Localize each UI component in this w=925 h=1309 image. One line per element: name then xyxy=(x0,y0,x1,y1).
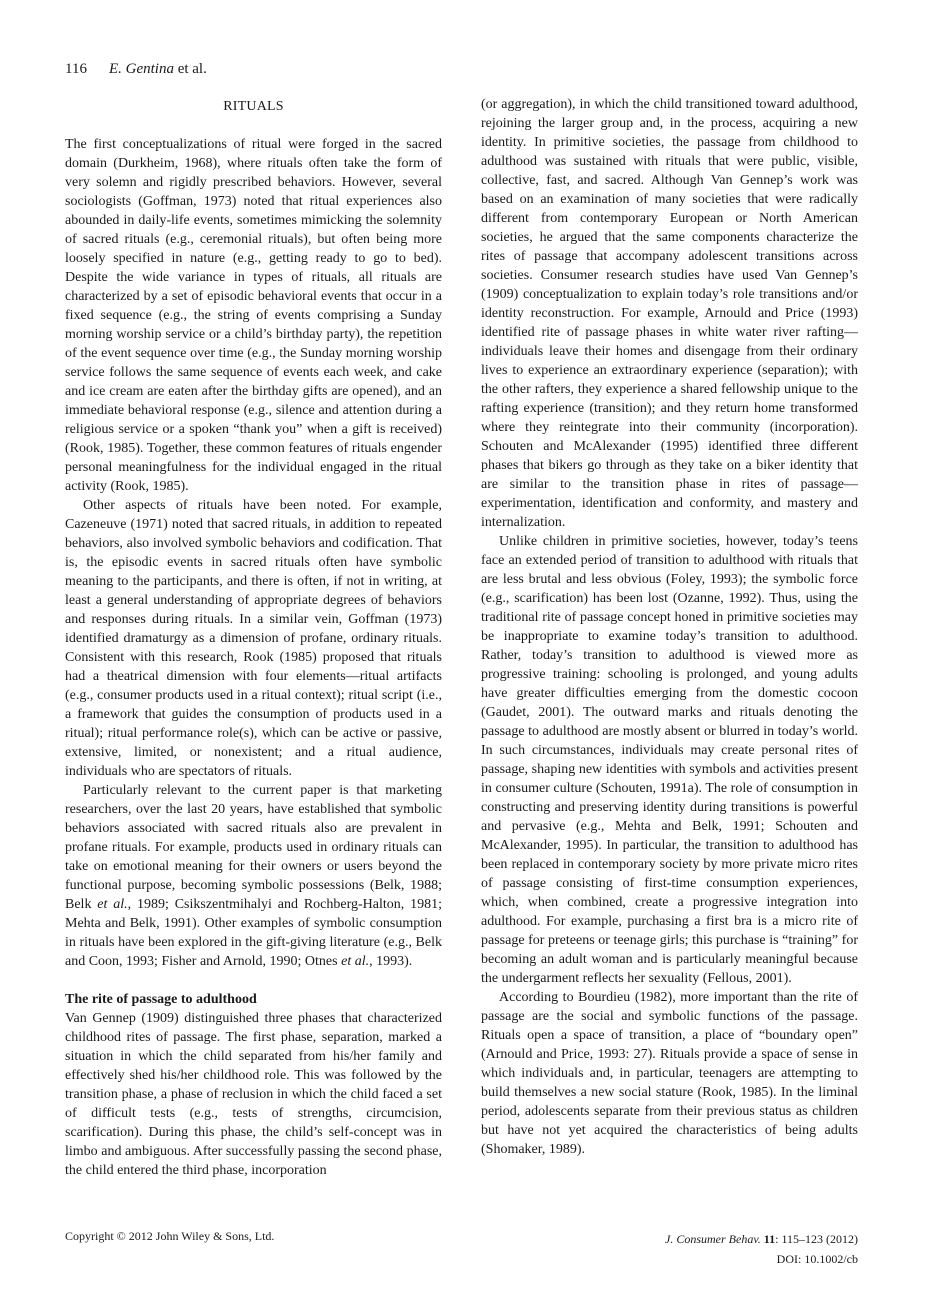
spacer xyxy=(65,1180,858,1229)
paragraph-text: According to Bourdieu (1982), more important than the rite of passage are the social and symbolic functions of the passage. Rituals open a space of transition, a place of “boundary open” (Arnould and Price, 1993: 27). Rituals provide a space of sense in which individuals and, in particular, teenagers are attempting to build themselves a new social stature (Rook, 1985). In the liminal period, adolescents separate from their previous status as children but have not yet acquired the characteristics of being adults (Shomaker, 1989). xyxy=(481,990,858,1157)
italic-text: et al. xyxy=(97,897,128,912)
doi: DOI: 10.1002/cb xyxy=(776,1252,858,1266)
left-paragraphs-after xyxy=(65,1009,442,1180)
section-title: RITUALS xyxy=(223,99,284,114)
paragraph-text: Van Gennep (1909) distinguished three phases that characterized childhood rites of passage. The first phase, separation, marked a situation in which the child separated from his/her family and effectively shed his/her childhood role. This was followed by the transition phase, a phase of reclusion in which the child faced a set of difficult tests (e.g., tests of strengths, circumcision, scarification). During this phase, the child’s self-concept was in limbo and ambiguous. After successfully passing the second phase, the child entered the third phase, incorporation xyxy=(65,1011,442,1178)
running-head xyxy=(65,61,858,95)
paragraph xyxy=(65,781,442,971)
paragraph-text: (or aggregation), in which the child transitioned toward adulthood, rejoining the larger group and, in the process, acquiring a new identity. In primitive societies, the passage from childhood to adulthood was sustained with rituals that were public, visible, collective, fast, and sacred. Although Van Gennep’s work was based on an examination of many societies that were radically different from contemporary European or North American societies, he argued that the same components characterize the rites of passage that accompany adolescent transitions across societies. Consumer research studies have used Van Gennep’s (1909) conceptualization to explain today’s role transitions and/or identity reconstruction. For example, Arnould and Price (1993) identified rite of passage phases in white water river rafting—individuals leave their homes and disengage from their ordinary lives to experience an extraordinary experience (separation); with the other rafters, they experience a shared fellowship unique to the rafting experience (transition); and they return home transformed where they reintegrate into their community (incorporation). Schouten and McAlexander (1995) identified three different phases that bikers go through as they take on a biker identity that are similar to the transition phase in rites of passage—experimentation, identification and conformity, and mastery and internalization. xyxy=(481,97,858,530)
paragraph-text: Particularly relevant to the current paper is that marketing researchers, over the last 20 years, have established that symbolic behaviors associated with sacred rituals also are prevalent in profane rituals. For example, products used in ordinary rituals can take on emotional meaning for their owners or users beyond the functional purpose, becoming symbolic possessions (Belk, 1988; Belk xyxy=(65,783,442,912)
paragraph xyxy=(65,496,442,781)
right-paragraphs xyxy=(481,95,858,1159)
right-column xyxy=(481,95,858,1159)
journal-volume: 11 xyxy=(763,1232,776,1246)
italic-text: et al. xyxy=(341,954,370,969)
paragraph xyxy=(481,95,858,532)
paragraph-text: , 1989; Csikszentmihalyi and Rochberg-Halton, 1981; Mehta and Belk, 1991). Other examples of symbolic consumption in rituals have been explored in the gift-giving literature (e.g., Belk and Coon, 1993; Fisher and Arnold, 1990; Otnes xyxy=(65,897,442,969)
author-suffix: et al. xyxy=(173,61,207,77)
page-footer xyxy=(65,1229,858,1269)
paragraph xyxy=(65,135,442,496)
page-number: 116 xyxy=(65,61,87,77)
two-column-body xyxy=(65,95,858,1180)
copyright-notice: Copyright © 2012 John Wiley & Sons, Ltd. xyxy=(65,1229,275,1243)
left-paragraphs-before xyxy=(65,135,442,971)
journal-pages-year: : 115–123 (2012) xyxy=(775,1232,858,1246)
paragraph-text: The first conceptualizations of ritual were forged in the sacred domain (Durkheim, 1968), where rituals often take the form of very solemn and rigidly prescribed behaviors. However, several sociologists (Goffman, 1973) noted that ritual experiences also abounded in daily-life events, sometimes mimicking the solemnity of sacred rituals (e.g., ceremonial rituals), but often being more loosely specified in nature (e.g., getting ready to go to bed). Despite the wide variance in types of rituals, all rituals are characterized by a set of episodic behavioral events that occur in a fixed sequence (e.g., the string of events comprising a Sunday morning worship service or a child’s birthday party), the repetition of the event sequence over time (e.g., the Sunday morning worship service follows the same sequence of events each week, and cake and ice cream are eaten after the birthday gifts are opened), and an immediate behavioral response (e.g., silence and attention during a religious service or a spoken “thank you” when a gift is received) (Rook, 1985). Together, these common features of rituals engender personal meaningfulness for the individual engaged in the ritual activity (Rook, 1985). xyxy=(65,137,442,494)
journal-name: J. Consumer Behav. xyxy=(665,1232,761,1246)
paragraph xyxy=(481,532,858,988)
paragraph-text: Other aspects of rituals have been noted. For example, Cazeneuve (1971) noted that sacred rituals, in addition to repeated behaviors, also involved symbolic behaviors and codification. That is, the episodic events in sacred rituals often have symbolic meaning to the participants, and there is often, if not in writing, at least a general understanding of appropriate degrees of behaviors and responses during rituals. In a similar vein, Goffman (1973) identified dramaturgy as a dimension of profane, ordinary rituals. Consistent with this research, Rook (1985) proposed that rituals had a theatrical dimension with four elements—ritual artifacts (e.g., consumer products used in a ritual context); ritual script (i.e., a framework that guides the consumption of products used in a ritual); ritual performance role(s), which can be active or passive, extensive, limited, or nonexistent; and a ritual audience, individuals who are spectators of rituals. xyxy=(65,498,442,779)
paragraph xyxy=(481,988,858,1159)
left-column xyxy=(65,97,442,1180)
subheading: The rite of passage to adulthood xyxy=(65,992,257,1007)
paragraph xyxy=(65,1009,442,1180)
author-name: E. Gentina xyxy=(108,61,174,77)
paragraph-text: Unlike children in primitive societies, however, today’s teens face an extended period of transition to adulthood with rituals that are less brutal and less obvious (Foley, 1993); the symbolic force (e.g., scarification) has been lost (Ozanne, 1992). Thus, using the traditional rite of passage concept honed in primitive societies may be inappropriate to examine today’s transition to adulthood. Rather, today’s transition to adulthood is viewed more as progressive training: schooling is prolonged, and young adults have greater difficulties emerging from the domestic cocoon (Gaudet, 2001). The outward marks and rituals denoting the passage to adulthood are mostly absent or blurred in today’s world. In such circumstances, individuals may create personal rites of passage, shaping new identities with symbols and activities present in consumer culture (Schouten, 1991a). The role of consumption in constructing and preserving identity during transitions is powerful and pervasive (e.g., Mehta and Belk, 1991; Schouten and McAlexander, 1995). In particular, the transition to adulthood has been replaced in contemporary society by more private micro rites of passage consisting of first-time consumption experiences, which, when combined, create a progressive integration into adulthood. For example, purchasing a first bra is a micro rite of passage for preteens or teenage girls; this purchase is “training” for becoming an adult woman and is particularly meaningful because the undergarment reflects her sexuality (Fellous, 2001). xyxy=(481,534,858,986)
journal-citation xyxy=(665,1229,858,1269)
paragraph-text: , 1993). xyxy=(369,954,413,969)
